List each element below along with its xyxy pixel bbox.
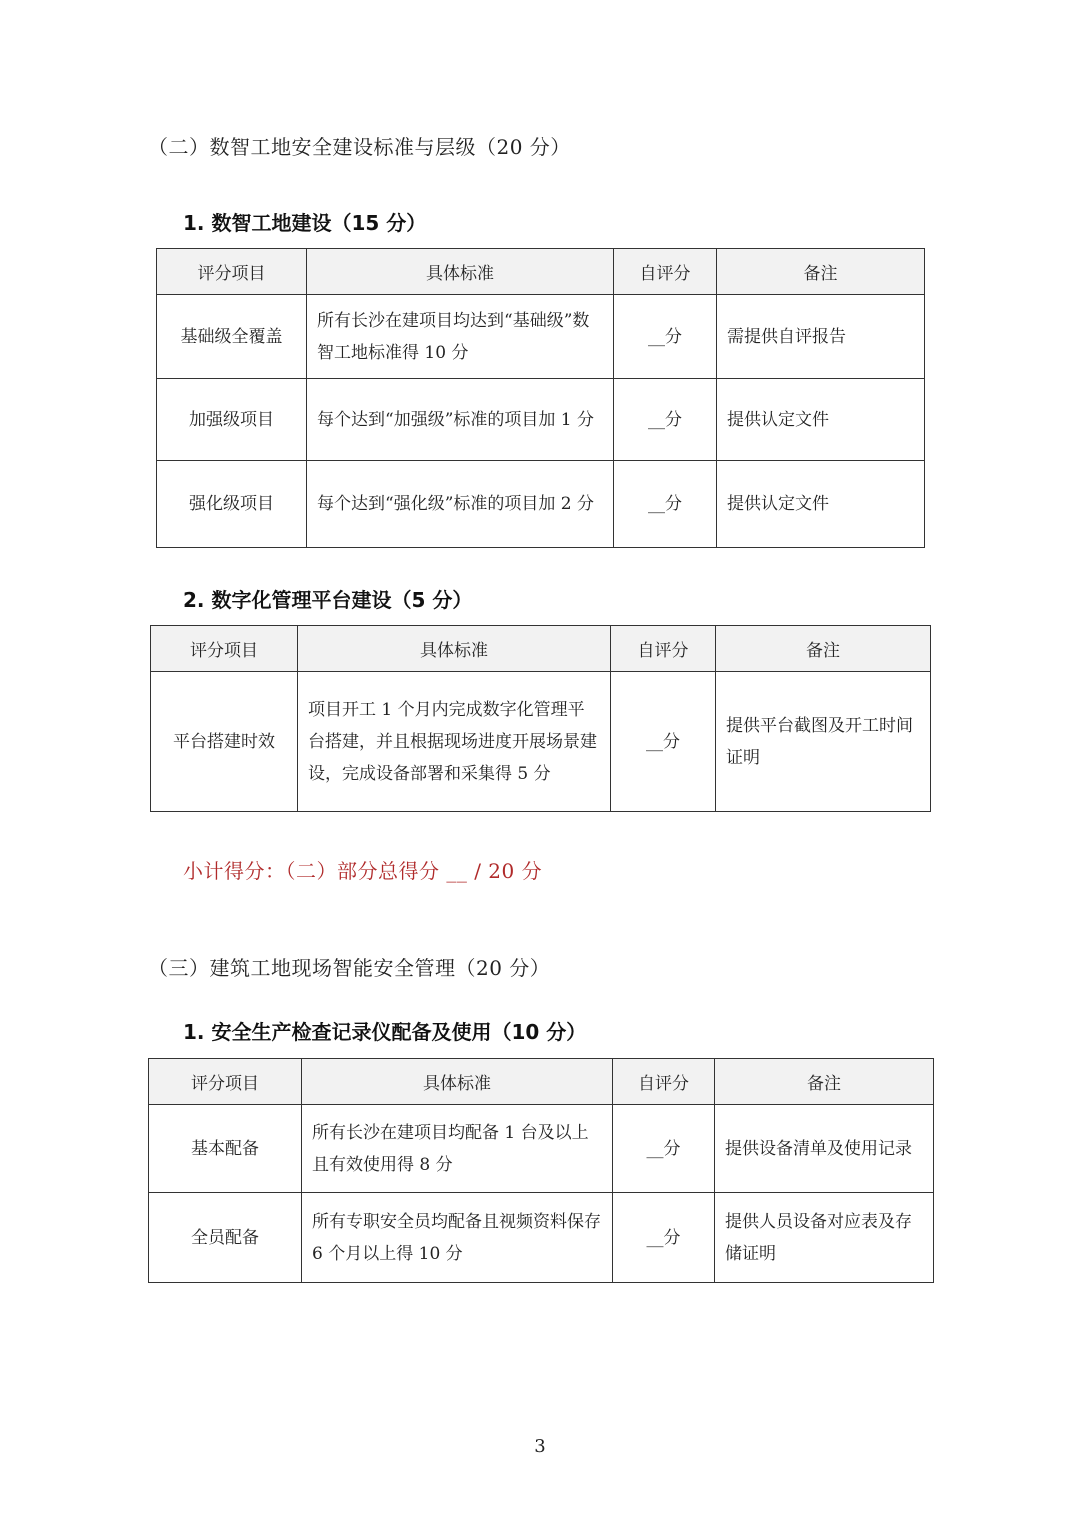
row-note: 提供设备清单及使用记录 [715, 1105, 934, 1193]
row-item: 强化级项目 [157, 461, 307, 548]
header-note: 备注 [717, 249, 925, 295]
table-row [157, 295, 925, 379]
row-standard: 每个达到“强化级”标准的项目加 2 分 [307, 461, 614, 548]
header-score: 自评分 [614, 249, 717, 295]
row-score-field[interactable]: __分 [613, 1193, 715, 1283]
subsection-3-1-title: 1. 安全生产检查记录仪配备及使用（10 分） [183, 1020, 587, 1044]
row-note: 需提供自评报告 [717, 295, 925, 379]
row-standard: 所有专职安全员均配备且视频资料保存 6 个月以上得 10 分 [302, 1193, 613, 1283]
row-note: 提供平台截图及开工时间证明 [716, 672, 931, 812]
row-standard: 每个达到“加强级”标准的项目加 1 分 [307, 379, 614, 461]
row-item: 平台搭建时效 [151, 672, 298, 812]
subtotal-line: 小计得分：（二）部分总得分 __ / 20 分 [183, 859, 543, 883]
table-digital-site-construction [156, 248, 925, 548]
table-row [149, 1193, 934, 1283]
row-standard: 所有长沙在建项目均配备 1 台及以上且有效使用得 8 分 [302, 1105, 613, 1193]
header-standard: 具体标准 [307, 249, 614, 295]
page-number: 3 [534, 1436, 546, 1457]
row-score-field[interactable]: __分 [614, 379, 717, 461]
section-2-heading: （二）数智工地安全建设标准与层级（20 分） [148, 135, 571, 159]
header-item: 评分项目 [149, 1059, 302, 1105]
header-item: 评分项目 [157, 249, 307, 295]
row-item: 基础级全覆盖 [157, 295, 307, 379]
header-item: 评分项目 [151, 626, 298, 672]
subsection-2-1-title: 1. 数智工地建设（15 分） [183, 211, 427, 235]
header-standard: 具体标准 [302, 1059, 613, 1105]
row-score-field[interactable]: __分 [613, 1105, 715, 1193]
table-safety-recorder [148, 1058, 934, 1283]
table-header-row [157, 249, 925, 295]
row-score-field[interactable]: __分 [614, 295, 717, 379]
table-digital-platform [150, 625, 931, 812]
section-3-heading: （三）建筑工地现场智能安全管理（20 分） [148, 956, 551, 980]
row-score-field[interactable]: __分 [614, 461, 717, 548]
row-standard: 项目开工 1 个月内完成数字化管理平台搭建，并且根据现场进度开展场景建设，完成设备部署和采集得 5 分 [298, 672, 611, 812]
table-row [149, 1105, 934, 1193]
row-standard: 所有长沙在建项目均达到“基础级”数智工地标准得 10 分 [307, 295, 614, 379]
header-score: 自评分 [613, 1059, 715, 1105]
subsection-2-2-title: 2. 数字化管理平台建设（5 分） [183, 588, 473, 612]
row-note: 提供认定文件 [717, 379, 925, 461]
header-score: 自评分 [611, 626, 716, 672]
table-header-row [151, 626, 931, 672]
row-score-field[interactable]: __分 [611, 672, 716, 812]
row-item: 加强级项目 [157, 379, 307, 461]
table-row [157, 461, 925, 548]
header-note: 备注 [715, 1059, 934, 1105]
row-note: 提供人员设备对应表及存储证明 [715, 1193, 934, 1283]
table-row [157, 379, 925, 461]
table-header-row [149, 1059, 934, 1105]
header-standard: 具体标准 [298, 626, 611, 672]
header-note: 备注 [716, 626, 931, 672]
row-item: 基本配备 [149, 1105, 302, 1193]
row-note: 提供认定文件 [717, 461, 925, 548]
row-item: 全员配备 [149, 1193, 302, 1283]
table-row [151, 672, 931, 812]
